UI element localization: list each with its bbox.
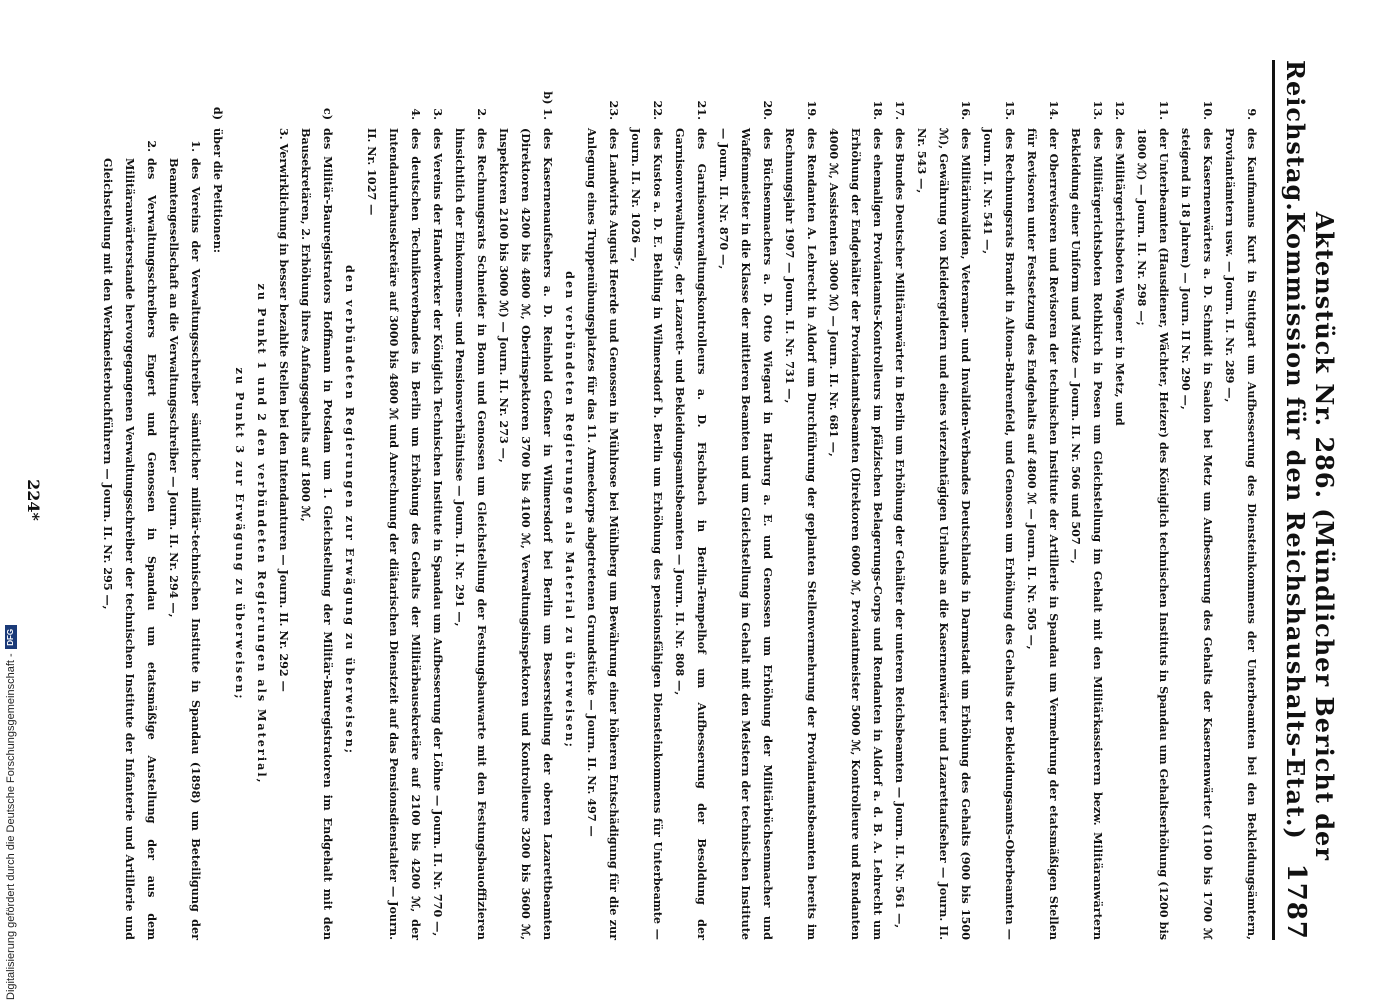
petition-entry [977,80,1021,940]
petition-number: 19. [805,100,819,120]
petition-number: 17. [893,100,907,120]
petition-text: des Garnisonverwaltungskontrolleurs a. D. Fischbach in Berlin-Tempelhof um Aufbesserung der Besoldung der Garnisonverwaltungs-, der Lazarett- und Bekleidungsamtsbeamten — Journ. II. Nr. 808 —, [673,128,709,940]
petition-text: des Büchsenmachers a. D. Otto Wiegard in Harburg a. E. und Genossen um Erhöhung der Militärbüchsenmacher und Waffenmeister in die Klasse der mittleren Beamten und um Gleichstellung im Gehalt mit den Meistern der technischen Institute — Journ. II. Nr. 870 —, [717,128,775,940]
header-left: Reichstag. [1281,60,1310,212]
petition-number: 11. [1157,100,1171,120]
petition-text: des Landwirts August Heerde und Genossen in Mühlrose bei Mühlberg um Bewährung einer höheren Entschädigung für die zur Anlegung eines Truppenübungsplatzes für das 11. Armeekorps abgetretenen Grundstücke — Journ. II. Nr. 497 — [585,128,621,940]
petition-entry [911,80,977,940]
petition-text: des Militärgerichtsboten Rothkirch in Posen um Gleichstellung im Gehalt mit den Militärkassierern bezw. Militäranwärtern Bekleidung einer Uniform und Mütze — Journ. II. Nr. 506 und 507 —, [1069,128,1105,940]
group-d-item-text: des Vereins der Verwaltungsschreiber sämtlicher militär-technischen Institute in Spandau (1898) um Beteiligung der Beamtengesellschaft an die Verwaltungsschreiber — Journ. II. Nr. 294 —, [167,158,203,940]
petition-number: 16. [959,100,973,120]
entries-a-list [581,80,1263,940]
petition-number: 22. [651,100,665,120]
petition-text: des ehemaligen Proviantamts-Kontrolleurs im pfälzischen Belagerungs-Corps und Rendanten in Aldorf a. d. B. A. Lehrecht um Erhöhung der Endgehälter der Proviantamtsbeamten (Direktoren 6000 ℳ, Proviantmeister 5000 ℳ, Kontrolleure und Rendanten 4000 ℳ, Assistenten 3000 ℳ) — Journ. II. Nr. 681 —, [827,128,885,940]
petition-text: des Vereins der Handwerker der Königlich Technischen Institute in Spandau um Aufbesserung der Löhne — Journ. II. Nr. 770 —, [431,128,445,937]
entries-b-list [361,80,493,940]
group-c-line: des Militär-Bauregistrators Hoffmann in Potsdam um 1. Gleichstellung der Militär-Bauregistratoren im Endgehalt mit den Bausekretären, 2. Erhöhung ihres Anfangsgehalts auf 1800 ℳ, [299,128,335,940]
petition-entry [1021,80,1065,940]
petition-entry [1175,80,1219,940]
petition-text: des Rechnungsrats Brandt in Altona-Bahrenfeld, und Genossen um Erhöhung des Gehalts der Bekleidungsamts-Oberbeamten — Journ. II. Nr. 541 —, [981,128,1017,940]
group-d [97,80,229,940]
group-c-line: zu Punkt 1 und 2 den verbündeten Regierungen als Material, [255,283,269,785]
page-header [1281,60,1339,940]
dfg-logo-icon: DFG [5,625,17,649]
petition-text: der Unterbeamten (Hausdiener, Wächter, Heizer) des Königlich technischen Instituts in Spandau um Gehaltserhöhung (1200 bis 1800 ℳ) — Journ. II. Nr. 298 —; [1135,128,1171,940]
group-d-item-text: des Verwaltungsschreibers Engert und Genossen in Spandau um etatsmäßige Anstellung der aus dem Militäranwärterstande hervorgegangenen Verwaltungsschreiber der technischen Institute der Infanterie und Artillerie und Gleichstellung mit den Werkmeisterbuchführern — Journ. II. Nr. 295 —, [101,158,159,940]
petition-text: des Kustos a. D. E. Behling in Wilmersdorf b. Berlin um Erhöhung des pensionsfähigen Diensteinkommens für Unterbeamte — Journ. II. Nr. 1026 —, [629,128,665,940]
petition-number: 21. [695,100,709,120]
petition-number: 23. [607,100,621,120]
group-d-item [163,128,207,940]
petition-number: 4. [409,108,423,120]
petition-entry [669,80,713,940]
petition-number: 10. [1201,100,1215,120]
group-d-label: d) [211,106,225,120]
petition-text: des Militärinvaliden, Veteranen- und Invaliden-Verbandes Deutschlands in Darmstadt um Erhöhung des Gehalts (900 bis 1500 ℳ), Gewährung von Kleidergeldern und eines vierzehntägigen Urlaubs an die Kasernenwärter und Lazarettaufseher — Journ. II. Nr. 543 —, [915,128,973,940]
petition-text: des Bundes Deutscher Militäranwärter in Berlin um Erhöhung der Gehälter der unteren Reichsbeamten — Journ. II. Nr. 561 —, [893,128,907,929]
petition-text: des Militärgerichtsboten Wagener in Metz, und [1113,128,1127,426]
group-b-label: b) 1. [541,91,555,120]
petition-text: der Oberrevisoren und Revisoren der technischen Institute der Artillerie in Spandau um Vermehrung der etatsmäßigen Stellen für Revisoren unter Festsetzung des Endgehalts auf 4800 ℳ — Journ. II. Nr. 505 —, [1025,128,1061,940]
petition-number: 13. [1091,100,1105,120]
petition-number: 14. [1047,100,1061,120]
petition-entry [581,80,625,940]
heading-a: den verbündeten Regierungen als Material zu überweisen; [563,271,577,749]
petition-text: des Rendanten A. Lehrecht in Aldorf um Durchführung der geplanten Stellenvermehrung der Proviantamtsbeamten bereits im Rechnungsjahr 1907 — Journ. II. Nr. 731 —, [783,128,819,940]
petition-entry [889,80,911,940]
petition-number: 12. [1113,100,1127,120]
petition-entry [361,80,427,940]
page-body [97,80,1263,940]
petition-entry [713,80,779,940]
footer-signature: 224* [24,479,43,521]
petition-number: 3. [431,108,445,120]
digitization-note-text: Digitalisierung gefördert durch die Deutsche Forschungsgemeinschaft - [5,653,17,1000]
petition-entry [1131,80,1175,940]
group-b-text: des Kasernenaufsehers a. D. Reinhold Geßner in Wilmersdorf bei Berlin um Besserstellung der oberen Lazarettbeamten (Direktoren 4200 bis 4800 ℳ, Oberinspektoren 3700 bis 4100 ℳ, Verwaltungsinspektoren und Kontrolleure 3200 bis 3600 ℳ, Inspektoren 2100 bis 3000 ℳ) — Journ. II. Nr. 273 —, [497,128,555,940]
group-d-intro: über die Petitionen: [211,128,225,253]
digitization-note [4,600,18,1000]
petition-text: des deutschen Technikerverbandes in Berlin um Erhöhung des Gehalts der Militärbausekretäre auf 2100 bis 4200 ℳ, der Intendanturbausekretäre auf 3000 bis 4800 ℳ und Anrechnung der diätarischen Dienstzeit auf das Pensionsdienstalter — Journ. II. Nr. 1027 — [365,128,423,940]
group-c-line: 3. Verwirklichung in besser bezahlte Stellen bei den Intendanturen — Journ. II. Nr. 292 — [277,128,291,692]
petition-entry [779,80,823,940]
petition-number: 20. [761,100,775,120]
petition-number: 2. [475,108,489,120]
header-rule [1272,60,1275,940]
petition-entry [427,80,449,940]
group-c [229,80,339,940]
petition-entry [625,80,669,940]
petition-text: des Rechnungsrats Schneider in Bonn und Genossen um Gleichstellung der Festungsbauwarte mit den Festungsbauoffizieren hinsichtlich der Einkommens- und Pensionsverhältnisse — Journ. II. Nr. 291 —, [453,128,489,940]
petition-entry [823,80,889,940]
petition-number: 18. [871,100,885,120]
group-d-item-num: 1. [189,140,203,152]
petition-entry [449,80,493,940]
group-d-item [97,128,163,940]
group-b [493,80,559,940]
petition-entry [1219,80,1263,940]
petition-text: des Kasernenwärters a. D. Schmidt in Saalon bei Metz um Aufbesserung des Gehalts der Kasernenwärter (1100 bis 1700 ℳ steigend in 18 Jahren) — Journ. II Nr. 290 —, [1179,128,1215,940]
petition-number: 9. [1245,108,1259,120]
petition-text: des Kaufmanns Kurt in Stuttgart um Aufbesserung des Diensteinkommens der Unterbeamten bei den Bekleidungsämtern, Proviantämtern usw. — Journ. II. Nr. 289 —, [1223,128,1259,940]
group-d-item-num: 2. [145,140,159,152]
petition-number: 15. [1003,100,1017,120]
page-number: 1787 [1281,863,1311,940]
group-c-label: c) [321,107,335,120]
group-c-line: zu Punkt 3 zur Erwägung zu überweisen; [233,367,247,701]
petition-entry [1109,80,1131,940]
petition-entry [1065,80,1109,940]
header-title: Aktenstück Nr. 286. (Mündlicher Bericht der Kommission für den Reichshaushalts-Etat.) [1281,211,1339,861]
heading-b: den verbündeten Regierungen zur Erwägung zu überweisen; [343,265,357,755]
